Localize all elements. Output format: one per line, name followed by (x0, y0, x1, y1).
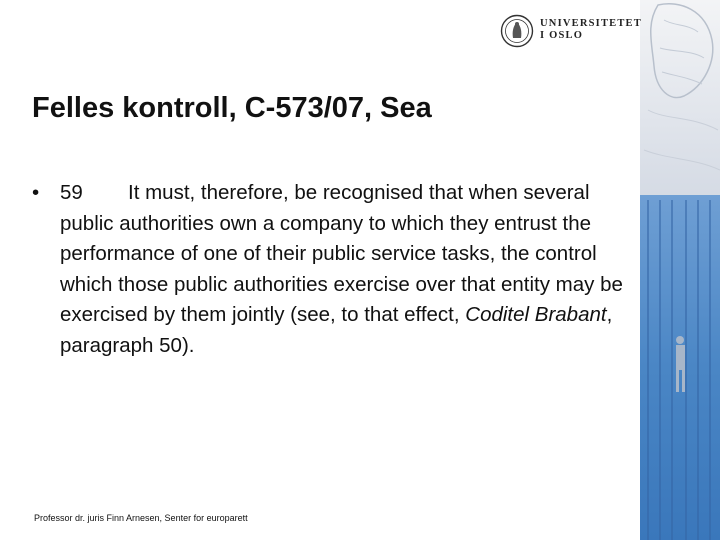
body-text: It must, therefore, be recognised that when several public authorities own a company to which they entrust the performance of one of their public service tasks, the control which those public authorities exercise over that entity may be exercised by them jointly (see, to that effect, (60, 181, 623, 327)
paragraph-number: 59 (60, 181, 83, 204)
university-seal-icon (500, 14, 534, 48)
slide-content (32, 178, 630, 362)
logo-line-1: UNIVERSITETET (540, 18, 642, 29)
bullet-marker: • (32, 181, 40, 204)
case-name: Coditel Brabant (465, 303, 607, 327)
slide-title: Felles kontroll, C-573/07, Sea (32, 92, 432, 124)
university-logo (500, 14, 642, 50)
footer-text: Professor dr. juris Finn Arnesen, Senter for europarett (34, 513, 248, 523)
logo-line-2: I OSLO (540, 30, 584, 41)
body-text-end: , paragraph 50). (60, 303, 613, 357)
bullet-item (32, 178, 630, 362)
side-decoration-image (640, 0, 720, 540)
